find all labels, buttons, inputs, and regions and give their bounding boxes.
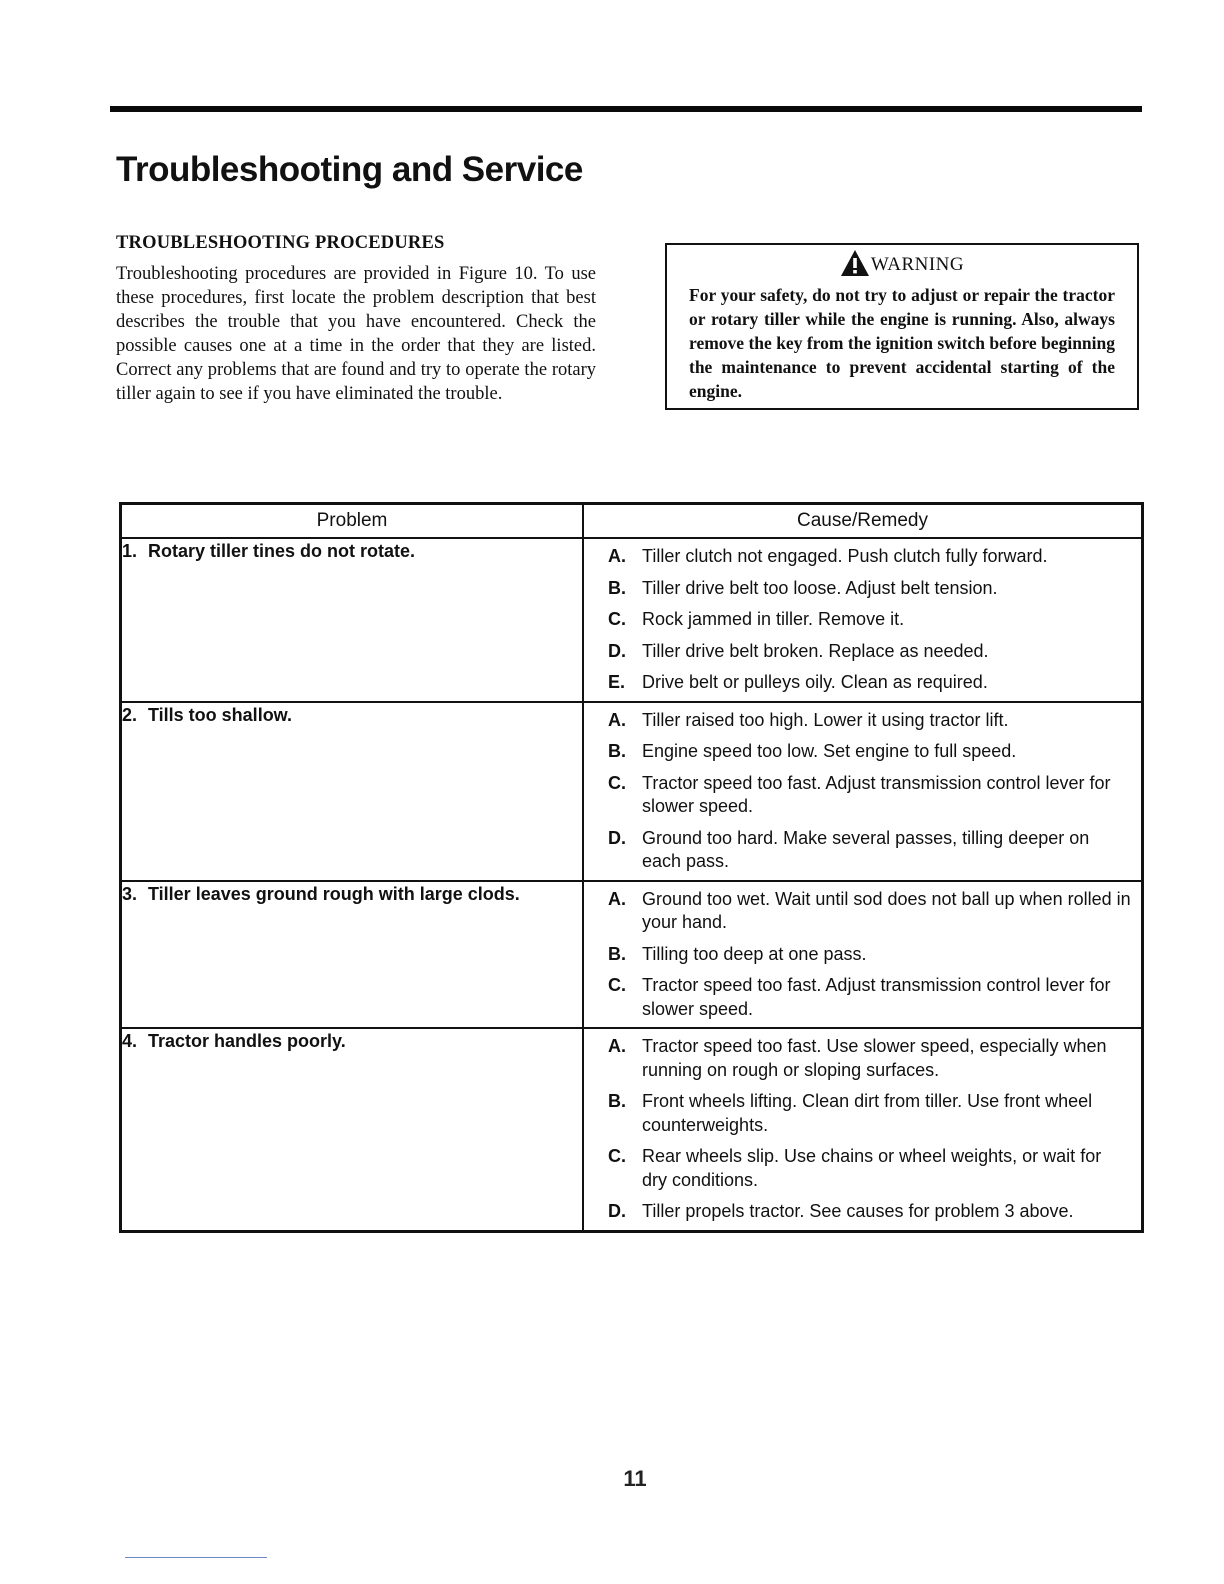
table-row [121,702,1143,881]
cause-item [608,740,1131,764]
problem-entry [122,539,582,563]
problem-number: 2. [122,704,138,725]
cause-cell [583,538,1143,702]
cause-column-header: Cause/Remedy [583,504,1143,539]
problem-cell [121,702,584,881]
problem-text: Tills too shallow. [148,704,293,725]
problem-entry [122,882,582,906]
cause-item [608,671,1131,695]
table-row [121,881,1143,1029]
problem-cell [121,881,584,1029]
cause-item [608,1200,1131,1224]
cause-item [608,608,1131,632]
footer-rule [125,1557,267,1558]
cause-letter: C. [608,772,626,793]
page-title: Troubleshooting and Service [116,150,583,189]
warning-text: For your safety, do not try to adjust or repair the tractor or rotary tiller while the engine is running. Also, always remove the key from the ignition switch before beginning the maintenance to prevent accidental starting of the engine. [689,285,1115,401]
cause-letter: D. [608,640,626,661]
cause-letter: D. [608,1201,626,1221]
cause-item [608,1145,1131,1192]
cause-letter: C. [608,609,626,629]
problem-text: Tiller leaves ground rough with large clods. [148,883,520,904]
warning-label: WARNING [870,254,965,275]
cause-letter: A. [608,888,626,909]
problem-cell [121,538,584,702]
cause-list [584,703,1141,880]
cause-text: Drive belt or pulleys oily. Clean as required. [642,672,988,692]
cause-text: Tractor speed too fast. Use slower speed, especially when running on rough or sloping surfaces. [642,1036,1107,1080]
intro-section [116,233,596,406]
cause-letter: B. [608,577,626,598]
cause-letter: A. [608,709,626,730]
cause-text: Tiller drive belt too loose. Adjust belt tension. [642,577,998,598]
intro-paragraph: Troubleshooting procedures are provided in Figure 10. To use these procedures, first locate the problem description that best describes the trouble that you have encountered. Check the possible causes one at a time in the order that they are listed. Correct any problems that are found and try to operate the rotary tiller again to see if you have eliminated the trouble. [116,264,596,404]
cause-item [608,827,1131,874]
cause-letter: A. [608,1036,626,1056]
cause-letter: A. [608,546,626,566]
page-number: 11 [623,1466,647,1491]
table-body [121,538,1143,1231]
cause-letter: B. [608,1091,626,1111]
cause-text: Rock jammed in tiller. Remove it. [642,609,905,629]
problem-text: Rotary tiller tines do not rotate. [148,541,416,561]
cause-text: Ground too wet. Wait until sod does not ball up when rolled in your hand. [642,888,1131,932]
cause-text: Tractor speed too fast. Adjust transmission control lever for slower speed. [642,975,1111,1019]
cause-text: Engine speed too low. Set engine to full speed. [642,741,1017,761]
problem-number: 3. [122,883,138,904]
top-rule [110,106,1142,112]
problem-cell [121,1028,584,1231]
table-header-row [121,504,1143,539]
cause-cell [583,1028,1143,1231]
table-row [121,1028,1143,1231]
warning-triangle-icon [840,249,870,277]
cause-item [608,1035,1131,1082]
cause-text: Tractor speed too fast. Adjust transmission control lever for slower speed. [642,772,1111,816]
problem-entry [122,703,582,727]
problem-text: Tractor handles poorly. [148,1031,346,1051]
cause-text: Tiller drive belt broken. Replace as needed. [642,640,989,661]
cause-item [608,1090,1131,1137]
cause-cell [583,702,1143,881]
cause-item [608,545,1131,569]
cause-letter: B. [608,741,626,761]
cause-text: Tilling too deep at one pass. [642,943,867,964]
cause-text: Tiller raised too high. Lower it using tractor lift. [642,709,1009,730]
cause-item [608,943,1131,967]
warning-header [689,253,1115,277]
cause-item [608,577,1131,601]
cause-item [608,709,1131,733]
cause-list [584,882,1141,1028]
cause-letter: C. [608,1146,626,1166]
problem-number: 1. [122,541,138,561]
cause-list [584,1029,1141,1230]
cause-text: Tiller propels tractor. See causes for problem 3 above. [642,1201,1074,1221]
cause-text: Tiller clutch not engaged. Push clutch fully forward. [642,546,1048,566]
cause-item [608,888,1131,935]
cause-letter: D. [608,827,626,848]
cause-text: Ground too hard. Make several passes, tilling deeper on each pass. [642,827,1090,871]
cause-text: Rear wheels slip. Use chains or wheel weights, or wait for dry conditions. [642,1146,1102,1190]
cause-item [608,974,1131,1021]
troubleshooting-table [119,502,1144,1233]
cause-item [608,772,1131,819]
problem-number: 4. [122,1031,138,1051]
cause-list [584,539,1141,701]
table-row [121,538,1143,702]
cause-letter: B. [608,943,626,964]
section-heading: TROUBLESHOOTING PROCEDURES [116,233,445,253]
cause-letter: E. [608,672,626,692]
warning-box [665,243,1139,410]
cause-letter: C. [608,975,626,995]
problem-column-header: Problem [121,504,584,539]
cause-cell [583,881,1143,1029]
cause-item [608,640,1131,664]
problem-entry [122,1029,582,1053]
cause-text: Front wheels lifting. Clean dirt from tiller. Use front wheel counterweights. [642,1091,1093,1135]
